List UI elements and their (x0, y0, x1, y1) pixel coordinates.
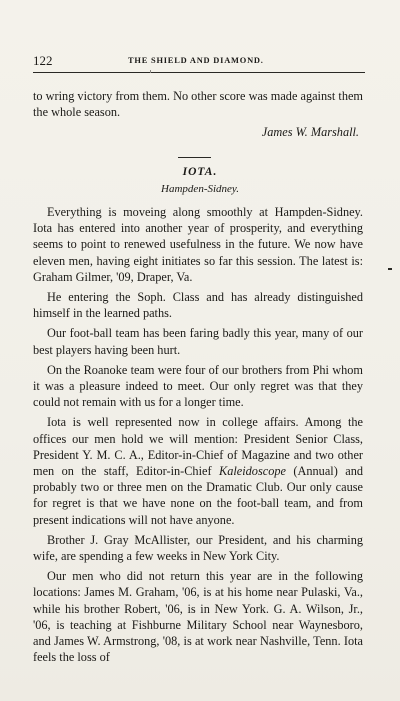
paragraph: On the Roanoke team were four of our brothers from Phi whom it was a pleasure indeed to meet. Our only regret was that they could not remain with us for a longer time. (33, 362, 363, 410)
margin-mark (388, 268, 392, 270)
paragraph: Our men who did not return this year are in the following locations: James M. Graham, '06, is at his home near Pulaski, Va., while his brother Robert, '06, is in New York. G. A. Wilson, Jr., '06, is teaching at Fishburne Military School near Waynesboro, and James W. Armstrong, '08, is at work near Nashville, Tenn. Iota feels the loss of (33, 569, 363, 665)
chapter-body (33, 204, 363, 669)
chapter-subtitle: Hampden-Sidney. (161, 183, 239, 195)
paragraph: Brother J. Gray McAllister, our President, and his charming wife, are spending a few weeks in New York City. (33, 532, 363, 564)
paragraph: Our foot-ball team has been faring badly this year, many of our best players having been hurt. (33, 326, 363, 357)
paragraph: Everything is moveing along smoothly at Hampden-Sidney. Iota has entered into another year of prosperity, and everything seems to point to renewed usefulness in the future. We now have eleven men, having eight initiates so far this session. The latest is: Graham Gilmer, '09, Draper, Va. (33, 205, 363, 284)
paragraph-text: Iota is well represented now in college affairs. Among the offices our men hold we will mention: President Senior Class, President Y. M. C. A., Editor-in-Chief of Magazine and two other men on the staff, Editor-in-Chief (33, 415, 363, 479)
page-header (33, 50, 365, 73)
paragraph (33, 414, 363, 527)
paragraph-text: (Annual) and probably two or three men on the Dramatic Club. Our only cause for regret is that we have none on the foot-ball team, and from present indications will not have anyone. (33, 464, 363, 527)
running-head: THE SHIELD AND DIAMOND. (128, 56, 264, 65)
chapter-title: IOTA. (182, 166, 218, 178)
paragraph: He entering the Soph. Class and has already distinguished himself in the learned paths. (33, 290, 363, 321)
previous-section-closing-text: to wring victory from them. No other score was made against them the whole season. (33, 89, 363, 120)
author-signature: James W. Marshall. (261, 125, 359, 140)
section-divider (178, 157, 211, 158)
print-speck (150, 70, 151, 73)
publication-title: Kaleidoscope (219, 464, 286, 479)
page-number: 122 (33, 53, 53, 68)
previous-section (33, 88, 363, 141)
